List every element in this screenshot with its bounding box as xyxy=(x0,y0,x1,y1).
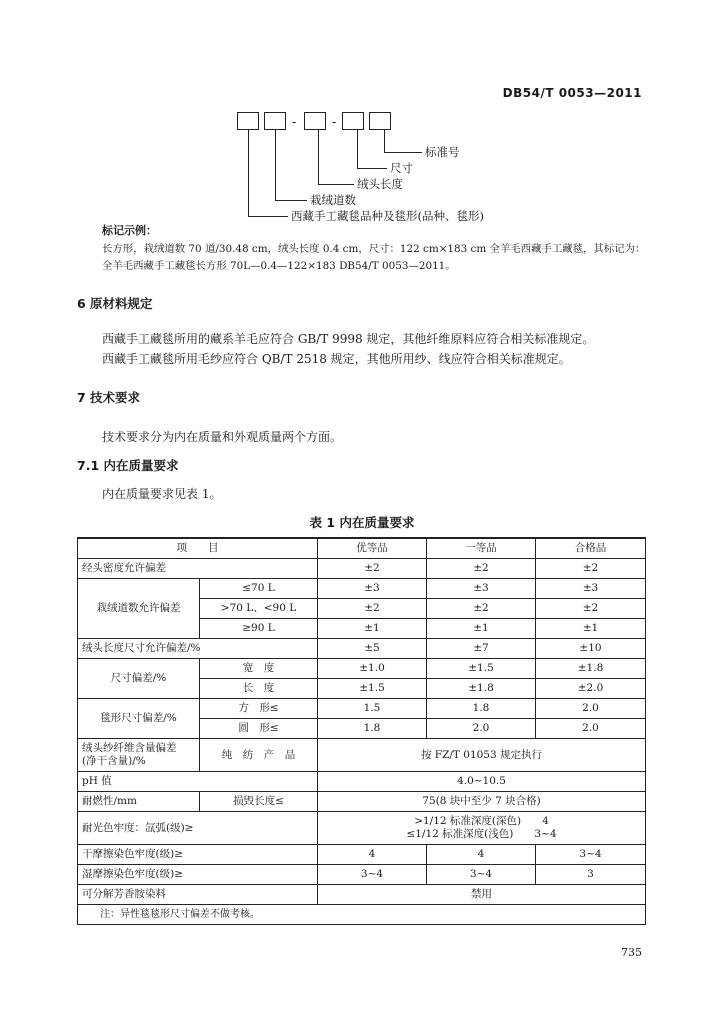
row-label xyxy=(78,739,200,772)
cell: ±2 xyxy=(536,599,646,619)
row-label: 可分解芳香胺染料 xyxy=(78,885,318,905)
leader-4 xyxy=(275,130,276,200)
cell: 1.8 xyxy=(318,719,427,739)
row-label: 绒头长度尺寸允许偏差/% xyxy=(78,639,318,659)
cell: ±1.0 xyxy=(318,659,427,679)
cell: ±3 xyxy=(536,579,646,599)
sub-label: 损毁长度≤ xyxy=(200,792,318,812)
box-2 xyxy=(264,112,286,130)
table-row xyxy=(78,579,646,599)
box-4 xyxy=(342,112,364,130)
cell: ±2 xyxy=(318,559,427,579)
label-knot-rows: 栽绒道数 xyxy=(310,193,356,207)
cell: ±2 xyxy=(318,599,427,619)
dash-2: - xyxy=(332,115,337,129)
label-standard-no: 标准号 xyxy=(425,145,460,159)
table-row xyxy=(78,885,646,905)
label-pile-length: 绒头长度 xyxy=(357,177,403,191)
leader-2h xyxy=(357,168,387,169)
leader-3 xyxy=(318,130,319,184)
cell: ±10 xyxy=(536,639,646,659)
table-row xyxy=(78,739,646,772)
sub-label: 圆 形≤ xyxy=(200,719,318,739)
table-caption: 表 1 内在质量要求 xyxy=(309,515,415,530)
standard-number: DB54/T 0053—2011 xyxy=(502,86,642,100)
table-row xyxy=(78,845,646,865)
cell: 4 xyxy=(318,845,427,865)
sub-label: 方 形≤ xyxy=(200,699,318,719)
sub-label: 长 度 xyxy=(200,679,318,699)
table-note-row xyxy=(78,905,646,925)
sub-label: 宽 度 xyxy=(200,659,318,679)
th-premium: 优等品 xyxy=(318,538,427,559)
cell: ±1.8 xyxy=(536,659,646,679)
page-number: 735 xyxy=(621,946,642,959)
cell-merged: 75(8 块中至少 7 块合格) xyxy=(318,792,646,812)
table-row xyxy=(78,639,646,659)
row-label: 耐光色牢度：氙弧(级)≥ xyxy=(78,812,318,845)
label-size: 尺寸 xyxy=(390,161,413,175)
th-qualified: 合格品 xyxy=(536,538,646,559)
sub-label: >70 L、<90 L xyxy=(200,599,318,619)
table-row xyxy=(78,559,646,579)
example-line-1: 长方形，栽绒道数 70 道/30.48 cm，绒头长度 0.4 cm，尺寸：122 cm×183 cm 全羊毛西藏手工藏毯，其标记为： xyxy=(102,243,646,255)
quality-table xyxy=(77,537,646,925)
row-label: 毯形尺寸偏差/% xyxy=(78,699,200,739)
cell: 3~4 xyxy=(427,865,536,885)
leader-5h xyxy=(248,216,288,217)
table-header-row xyxy=(78,538,646,559)
table-row xyxy=(78,865,646,885)
section-6-heading: 6 原材料规定 xyxy=(77,296,153,311)
cell: ±1 xyxy=(318,619,427,639)
cell-merged: 按 FZ/T 01053 规定执行 xyxy=(318,739,646,772)
leader-1 xyxy=(384,130,385,152)
cell: 2.0 xyxy=(427,719,536,739)
row-label: 经头密度允许偏差 xyxy=(78,559,318,579)
table-row xyxy=(78,792,646,812)
leader-2 xyxy=(357,130,358,168)
row-label-line-2: (净干含量)/% xyxy=(82,755,146,767)
cell: ±1.8 xyxy=(427,679,536,699)
dash-1: - xyxy=(292,115,297,129)
leader-5 xyxy=(248,130,249,216)
cell: ±1 xyxy=(536,619,646,639)
th-item: 项 目 xyxy=(78,538,318,559)
table-row xyxy=(78,699,646,719)
cell: ±7 xyxy=(427,639,536,659)
sub-label: 纯 纺 产 品 xyxy=(200,739,318,772)
cell-merged xyxy=(318,812,646,845)
leader-4h xyxy=(275,200,307,201)
leader-1h xyxy=(384,152,422,153)
table-row xyxy=(78,659,646,679)
example-title: 标记示例： xyxy=(102,224,157,237)
cell: ±2 xyxy=(427,559,536,579)
cell: ±3 xyxy=(427,579,536,599)
row-label: 栽绒道数允许偏差 xyxy=(78,579,200,639)
cell: ±1.5 xyxy=(427,659,536,679)
cell: ±5 xyxy=(318,639,427,659)
row-label: 尺寸偏差/% xyxy=(78,659,200,699)
table-note: 注：异性毯毯形尺寸偏差不做考核。 xyxy=(78,905,646,925)
row-label: pH 值 xyxy=(78,772,318,792)
cell: 2.0 xyxy=(536,699,646,719)
cell: 3~4 xyxy=(318,865,427,885)
section-7-para-1: 技术要求分为内在质量和外观质量两个方面。 xyxy=(102,430,343,444)
cell-merged: 4.0~10.5 xyxy=(318,772,646,792)
box-1 xyxy=(237,112,259,130)
cell: 3~4 xyxy=(536,845,646,865)
lightfastness-dark: >1/12 标准深度(深色) 4 xyxy=(414,815,549,827)
section-6-para-1: 西藏手工藏毯所用的藏系羊毛应符合 GB/T 9998 规定，其他纤维原料应符合相关标准规定。 xyxy=(102,332,595,346)
cell: 1.8 xyxy=(427,699,536,719)
row-label: 耐燃性/mm xyxy=(78,792,200,812)
cell: 4 xyxy=(427,845,536,865)
table-row xyxy=(78,772,646,792)
sub-label: ≥90 L xyxy=(200,619,318,639)
marking-diagram xyxy=(237,112,537,212)
th-first: 一等品 xyxy=(427,538,536,559)
box-5 xyxy=(369,112,391,130)
cell: ±2.0 xyxy=(536,679,646,699)
cell: 1.5 xyxy=(318,699,427,719)
lightfastness-light: ≤1/12 标准深度(浅色) 3~4 xyxy=(406,828,557,840)
section-7-1-heading: 7.1 内在质量要求 xyxy=(77,458,179,473)
section-7-heading: 7 技术要求 xyxy=(77,390,141,405)
row-label: 干摩擦染色牢度(级)≥ xyxy=(78,845,318,865)
row-label-line-1: 绒头纱纤维含量偏差 xyxy=(82,742,177,754)
cell: ±2 xyxy=(536,559,646,579)
example-line-2: 全羊毛西藏手工藏毯长方形 70L—0.4—122×183 DB54/T 0053—2011。 xyxy=(102,260,456,272)
box-3 xyxy=(304,112,326,130)
cell: ±3 xyxy=(318,579,427,599)
leader-3h xyxy=(318,184,354,185)
cell: ±1.5 xyxy=(318,679,427,699)
table-row xyxy=(78,812,646,845)
cell: ±1 xyxy=(427,619,536,639)
cell: 2.0 xyxy=(536,719,646,739)
cell: 3 xyxy=(536,865,646,885)
section-7-1-para: 内在质量要求见表 1。 xyxy=(102,487,222,501)
sub-label: ≤70 L xyxy=(200,579,318,599)
cell-merged: 禁用 xyxy=(318,885,646,905)
row-label: 湿摩擦染色牢度(级)≥ xyxy=(78,865,318,885)
cell: ±2 xyxy=(427,599,536,619)
label-variety-shape: 西藏手工藏毯品种及毯形(品种、毯形) xyxy=(291,209,484,223)
section-6-para-2: 西藏手工藏毯所用毛纱应符合 QB/T 2518 规定，其他所用纱、线应符合相关标准规定。 xyxy=(102,352,571,366)
